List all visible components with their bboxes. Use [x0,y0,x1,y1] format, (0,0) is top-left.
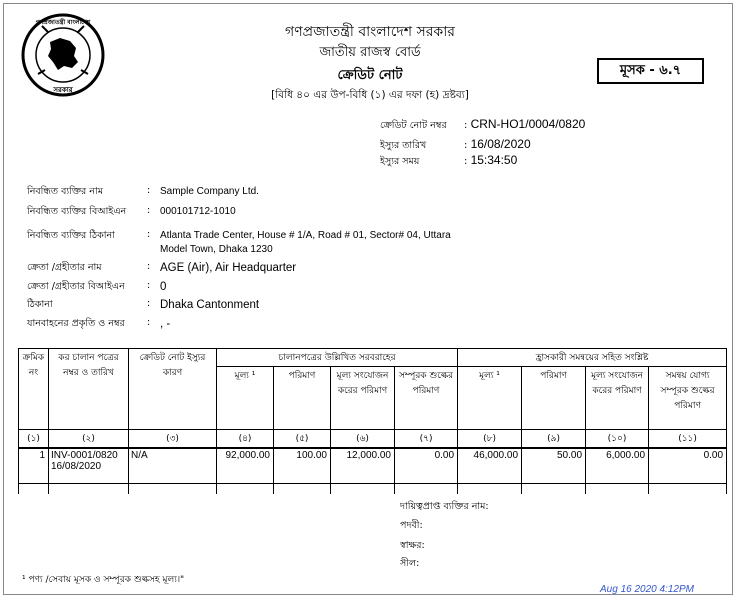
cell-adj-sd: 0.00 [649,448,727,484]
group-challan-header: চালানপত্রের উল্লিখিত সরবরাহের [217,349,458,367]
board-title: জাতীয় রাজস্ব বোর্ড [319,45,421,60]
group-adjust-header: হ্রাসকারী সমন্বয়ের সহিত সংশ্লিষ্ট [458,349,727,367]
footnote: ¹ পণ্য /সেবায় মূসক ও সম্পূরক শুল্কসহ মূল্য।" [22,575,185,585]
cell-adj-value: 46,000.00 [458,448,522,484]
col-number: (২) [49,430,129,449]
print-timestamp: Aug 16 2020 4:12PM [600,584,694,595]
cell-reason: N/A [129,448,217,484]
col-adj-sd: সমন্বয় যোগ্য সম্পূরক শুল্কের পরিমাণ [649,367,727,430]
col-number: (৮) [458,430,522,449]
col-number: (৫) [274,430,331,449]
seal-label: সীল: [400,558,420,569]
col-number: (১১) [649,430,727,449]
credit-note-table [18,348,727,494]
issue-date: ইস্যুর তারিখ : 16/08/2020 [380,137,531,151]
col-adj-value: মূল্য ¹ [458,367,522,430]
cell-sd: 0.00 [395,448,458,484]
government-seal-logo [20,12,106,98]
signature-label: স্বাক্ষর: [400,540,425,551]
col-value: মূল্য ¹ [217,367,274,430]
cell-value: 92,000.00 [217,448,274,484]
col-number: (১০) [586,430,649,449]
col-reason: ক্রেডিট নোট ইস্যুর কারণ [129,349,217,430]
cell-vat: 12,000.00 [331,448,395,484]
officer-name-label: দায়িত্বপ্রাপ্ত ব্যক্তির নাম: [400,501,489,512]
col-adj-qty: পরিমাণ [522,367,586,430]
cell-challan-no: INV-0001/0820 [51,450,118,461]
col-serial: ক্রমিক নং [19,349,49,430]
svg-text:গণপ্রজাতন্ত্রী বাংলাদেশ: গণপ্রজাতন্ত্রী বাংলাদেশ [35,19,91,26]
col-challan: কর চালান পত্রের নম্বর ও তারিখ [49,349,129,430]
col-adj-vat: মূল্য সংযোজন করের পরিমাণ [586,367,649,430]
col-number: (৩) [129,430,217,449]
col-number: (৭) [395,430,458,449]
column-number-row [19,430,727,449]
table-header-group-row [19,349,727,367]
col-number: (৯) [522,430,586,449]
cell-challan [49,448,129,484]
cell-challan-date: 16/08/2020 [51,461,102,472]
cell-qty: 100.00 [274,448,331,484]
credit-note-number: ক্রেডিট নোট নম্বর : CRN-HO1/0004/0820 [380,117,586,131]
designation-label: পদবী: [400,520,423,531]
col-vat: মূল্য সংযোজন করের পরিমাণ [331,367,395,430]
document-title: ক্রেডিট নোট [337,68,403,83]
form-code-box: মূসক - ৬.৭ [597,58,704,84]
svg-text:সরকার: সরকার [53,86,73,94]
table-row [19,448,727,484]
col-sd: সম্পূরক শুল্কের পরিমাণ [395,367,458,430]
cell-adj-vat: 6,000.00 [586,448,649,484]
col-qty: পরিমাণ [274,367,331,430]
issue-time: ইস্যুর সময় : 15:34:50 [380,153,518,167]
government-title: গণপ্রজাতন্ত্রী বাংলাদেশ সরকার [285,24,455,40]
col-number: (১) [19,430,49,449]
rule-reference: [বিধি ৪০ এর উপ-বিধি (১) এর দফা (হ) দ্রষ্টব্য] [271,89,469,101]
col-number: (৬) [331,430,395,449]
cell-adj-qty: 50.00 [522,448,586,484]
col-number: (৪) [217,430,274,449]
table-spacer-row [19,484,727,495]
cell-serial: 1 [19,448,49,484]
